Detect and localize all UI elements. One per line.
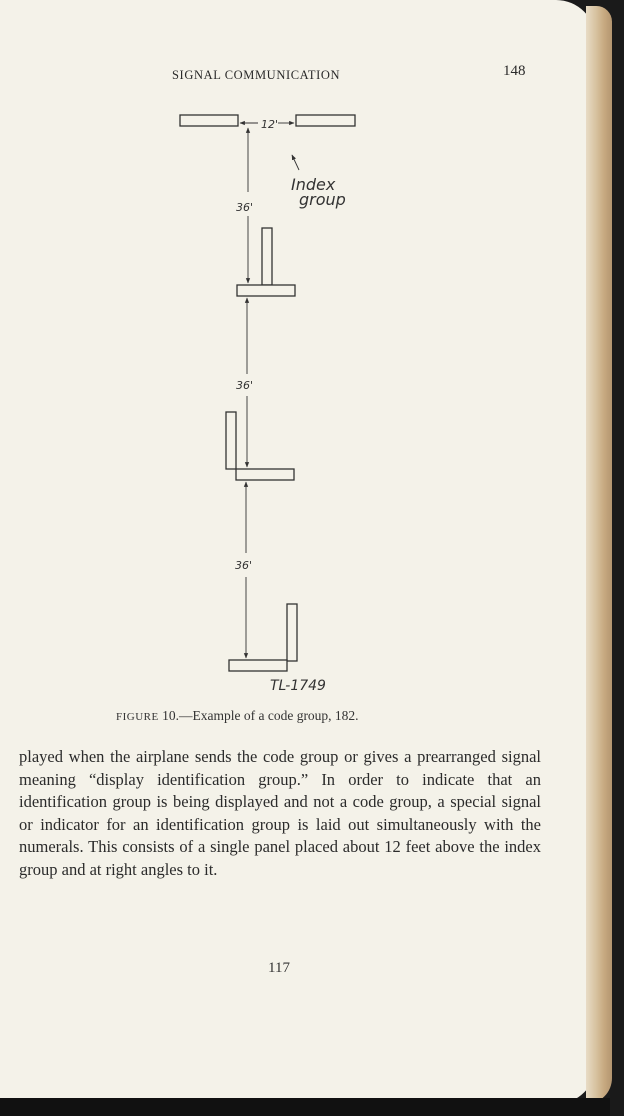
- dimension-label-2: 36': [236, 379, 254, 392]
- panel-right-top: [296, 115, 355, 126]
- panel-horizontal-3: [229, 660, 287, 671]
- dimension-label-3: 36': [235, 559, 253, 572]
- panel-left-top: [180, 115, 238, 126]
- caption-prefix: FIGURE: [116, 711, 159, 723]
- dimension-label-1: 36': [236, 201, 254, 214]
- panel-horizontal-1: [237, 285, 295, 296]
- index-label-line1: Index: [291, 175, 336, 194]
- index-arrow: [292, 155, 299, 170]
- folio: 117: [268, 960, 290, 976]
- plate-id: TL-1749: [270, 678, 326, 694]
- caption-text: 10.—Example of a code group, 182.: [162, 708, 359, 723]
- panel-vertical-1: [262, 228, 272, 285]
- dimension-label-top: 12': [261, 118, 279, 131]
- panel-horizontal-2: [236, 469, 294, 480]
- figure-caption: [116, 708, 359, 724]
- page-number: 148: [503, 63, 526, 79]
- bottom-shadow: [0, 1098, 610, 1116]
- panel-vertical-3: [287, 604, 297, 661]
- panel-vertical-2: [226, 412, 236, 469]
- index-label-line2: group: [299, 190, 346, 209]
- body-paragraph: played when the airplane sends the code group or gives a prearranged signal meaning “display identification group.” In order to indicate that an identification group is being displayed and not a code group, a special signal or indicator for an identification group is laid out simultaneously with the numerals. This consists of a single panel placed about 12 feet above the index group and at right angles to it.: [19, 747, 541, 879]
- running-title: SIGNAL COMMUNICATION: [172, 68, 341, 82]
